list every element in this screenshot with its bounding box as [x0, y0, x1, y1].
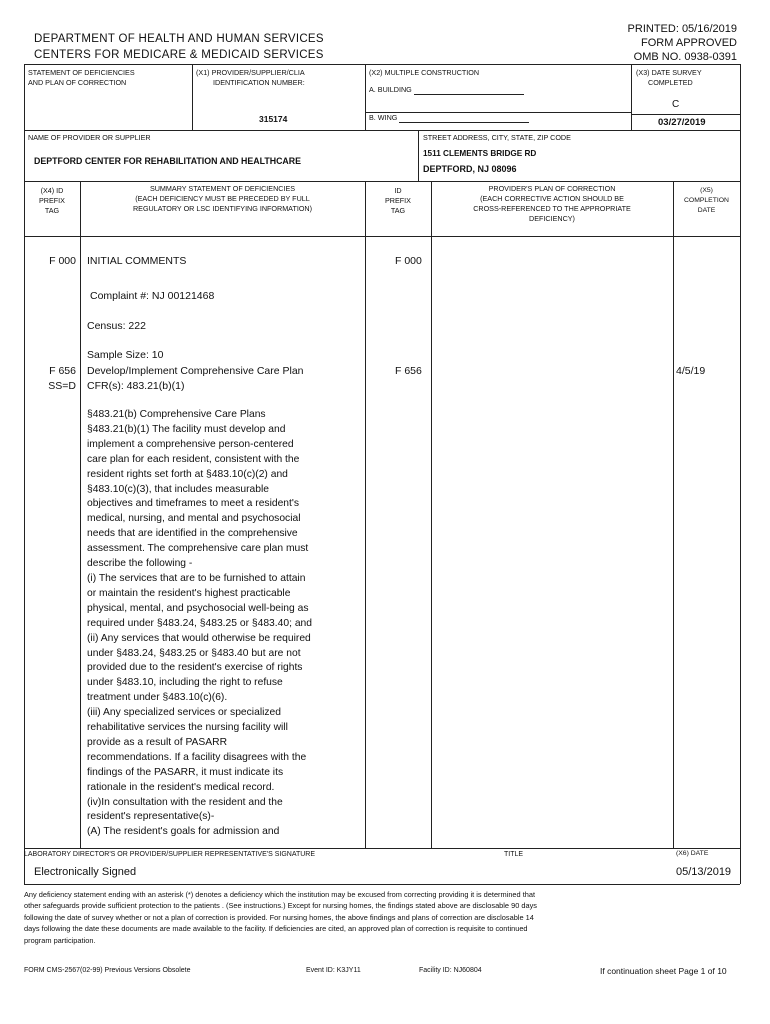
signature-value: Electronically Signed	[34, 866, 137, 878]
x3-label-1: (X3) DATE SURVEY	[636, 68, 702, 77]
form-top-border	[24, 64, 740, 65]
col-summary-divider	[365, 181, 366, 848]
summary-header-1: SUMMARY STATEMENT OF DEFICIENCIES	[149, 184, 296, 193]
disclaimer-line: following the date of survey whether or not a plan of correction is provided. For nursing homes, the above findings and plans of correction are disclosable 14	[24, 912, 534, 922]
survey-completed-date: 03/27/2019	[658, 117, 706, 128]
address-label: STREET ADDRESS, CITY, STATE, ZIP CODE	[423, 133, 571, 142]
x1-label-1: (X1) PROVIDER/SUPPLIER/CLIA	[196, 68, 305, 77]
omb-number: OMB NO. 0938-0391	[633, 51, 737, 63]
row-divider-3	[24, 236, 740, 237]
deficiency-line: medical, nursing, and mental and psychosocial	[87, 513, 301, 525]
deficiency-line: (iv)In consultation with the resident and the	[87, 796, 283, 808]
x4-header-3: TAG	[44, 206, 60, 215]
col-plan-divider	[673, 181, 674, 848]
x3-code: C	[672, 99, 680, 110]
x1-label-2: IDENTIFICATION NUMBER:	[213, 78, 305, 87]
id-header-2: PREFIX	[385, 196, 411, 205]
f656-title: Develop/Implement Comprehensive Care Plan	[87, 365, 304, 377]
plan-header	[431, 184, 673, 224]
deficiency-line: or maintain the resident's highest practicable	[87, 587, 291, 599]
census: Census: 222	[87, 320, 146, 332]
deficiency-line: under §483.10, including the right to refuse	[87, 677, 283, 689]
deficiency-line: objectives and timeframes to meet a resident's	[87, 498, 300, 510]
continuation-page: If continuation sheet Page 1 of 10	[600, 966, 727, 976]
deficiency-line: needs that are identified in the comprehensive	[87, 528, 298, 540]
x5-header-2: COMPLETION	[684, 197, 729, 204]
printed-date: PRINTED: 05/16/2019	[627, 23, 737, 35]
event-id: Event ID: K3JY11	[306, 967, 361, 974]
col-id-divider	[431, 181, 432, 848]
x2-divider	[365, 64, 366, 130]
deficiency-line: (i) The services that are to be furnished to attain	[87, 572, 306, 584]
plan-header-1: PROVIDER'S PLAN OF CORRECTION	[488, 184, 616, 193]
deficiency-line: provided due to the resident's exercise of rights	[87, 662, 303, 674]
plan-header-3: CROSS-REFERENCED TO THE APPROPRIATE	[473, 204, 631, 213]
f000-id-tag: F 000	[395, 255, 422, 267]
deficiency-line: (A) The resident's goals for admission and	[87, 826, 280, 838]
form-number: FORM CMS-2567(02-99) Previous Versions Obsolete	[24, 967, 191, 974]
deficiency-line: rehabilitative services the nursing facility will	[87, 722, 288, 734]
deficiency-line: assessment. The comprehensive care plan must	[87, 543, 309, 555]
plan-header-4: DEFICIENCY)	[529, 214, 575, 223]
deficiency-line: recommendations. If a facility disagrees with the	[87, 751, 307, 763]
facility-id: Facility ID: NJ60804	[419, 967, 482, 974]
x3-inner-line	[631, 114, 740, 115]
id-header	[365, 186, 431, 216]
deficiency-statement	[87, 408, 337, 840]
provider-name-label: NAME OF PROVIDER OR SUPPLIER	[28, 133, 151, 142]
x4-header-1: (X4) ID	[40, 186, 64, 195]
deficiency-line: describe the following -	[87, 558, 193, 570]
disclaimer-line: other safeguards provide sufficient protection to the patients . (See instructions.) Except for nursing homes, the findings stated above are disclosable 90 days	[24, 901, 537, 911]
form-right-border	[740, 64, 741, 884]
deficiency-line: treatment under §483.10(c)(6).	[87, 692, 228, 704]
deficiency-line: (iii) Any specialized services or specialized	[87, 707, 282, 719]
building-text: A. BUILDING	[369, 85, 412, 94]
deficiency-line: §483.10(c)(3), that includes measurable	[87, 483, 270, 495]
signature-date: 05/13/2019	[676, 866, 732, 878]
x3-divider	[631, 64, 632, 130]
deficiency-line: §483.21(b) Comprehensive Care Plans	[87, 409, 266, 420]
building-blank	[414, 86, 524, 95]
statement-label-2: AND PLAN OF CORRECTION	[28, 78, 127, 87]
complaint-number: Complaint #: NJ 00121468	[90, 290, 215, 302]
x2-wing-label	[369, 113, 529, 123]
x1-divider	[192, 64, 193, 130]
sample-size: Sample Size: 10	[87, 349, 164, 361]
x4-header	[24, 186, 80, 216]
form-approved: FORM APPROVED	[641, 37, 737, 49]
x6-date-label: (X6) DATE	[676, 850, 709, 857]
deficiency-line: physical, mental, and psychosocial well-being as	[87, 602, 309, 614]
provider-id-number: 315174	[259, 114, 288, 124]
wing-text: B. WING	[369, 113, 398, 122]
x2-building-label	[369, 85, 524, 95]
statement-label-1: STATEMENT OF DEFICIENCIES	[28, 68, 135, 77]
disclaimer-line: Any deficiency statement ending with an asterisk (*) denotes a deficiency which the institution may be excused from correcting providing it is determined that	[24, 890, 536, 899]
summary-header-2: (EACH DEFICIENCY MUST BE PRECEDED BY FULL	[135, 194, 310, 203]
f000-prefix-tag: F 000	[49, 255, 76, 267]
deficiency-line: resident's representative(s)-	[87, 811, 215, 823]
summary-header	[80, 184, 365, 214]
x5-header-3: DATE	[697, 207, 716, 214]
wing-blank	[399, 114, 529, 123]
deficiency-line: findings of the PASARR, it must indicate its	[87, 766, 284, 778]
street-address: 1511 CLEMENTS BRIDGE RD	[423, 149, 537, 158]
id-header-3: TAG	[390, 206, 406, 215]
disclaimer-text	[24, 889, 664, 946]
x2-label: (X2) MULTIPLE CONSTRUCTION	[369, 68, 480, 77]
title-label: TITLE	[504, 851, 524, 858]
x5-header	[673, 186, 740, 216]
deficiency-line: §483.21(b)(1) The facility must develop and	[87, 423, 286, 435]
address-divider	[418, 130, 419, 181]
f656-completion-date: 4/5/19	[676, 365, 706, 377]
form-bottom-border	[24, 884, 740, 885]
row-divider-4	[24, 848, 740, 849]
city-state-zip: DEPTFORD, NJ 08096	[423, 164, 517, 174]
deficiency-line: rationale in the resident's medical record.	[87, 781, 275, 793]
summary-header-3: REGULATORY OR LSC IDENTIFYING INFORMATION)	[132, 204, 313, 213]
row-divider-1	[24, 130, 740, 131]
x5-header-1: (X5)	[700, 187, 713, 194]
deficiency-line: implement a comprehensive person-centered	[87, 438, 294, 450]
department-title: DEPARTMENT OF HEALTH AND HUMAN SERVICES	[34, 33, 324, 45]
f656-cfr: CFR(s): 483.21(b)(1)	[87, 380, 185, 392]
deficiency-line: resident rights set forth at §483.10(c)(2) and	[87, 468, 288, 480]
disclaimer-line: days following the date these documents are made available to the facility. If deficiencies are cited, an approved plan of correction is requisite to continued	[24, 924, 528, 934]
deficiency-line: under §483.24, §483.25 or §483.40 but are not	[87, 647, 301, 659]
id-header-1: ID	[394, 186, 402, 195]
col-x4-divider	[80, 181, 81, 848]
disclaimer-line: program participation.	[24, 935, 96, 945]
deficiency-line: (ii) Any services that would otherwise be required	[87, 632, 311, 644]
x3-label-2: COMPLETED	[648, 78, 693, 87]
signature-label: LABORATORY DIRECTOR'S OR PROVIDER/SUPPLIER REPRESENTATIVE'S SIGNATURE	[24, 851, 316, 858]
deficiency-line: care plan for each resident, consistent with the	[87, 453, 300, 465]
agency-title: CENTERS FOR MEDICARE & MEDICAID SERVICES	[34, 49, 324, 61]
f000-title: INITIAL COMMENTS	[87, 255, 187, 267]
plan-header-2: (EACH CORRECTIVE ACTION SHOULD BE	[480, 194, 624, 203]
deficiency-line: required under §483.24, §483.25 or §483.40; and	[87, 617, 312, 629]
f656-id-tag: F 656	[395, 365, 422, 377]
provider-name: DEPTFORD CENTER FOR REHABILITATION AND HEALTHCARE	[34, 156, 301, 166]
f656-prefix-tag: F 656	[49, 365, 76, 377]
deficiency-line: provide as a result of PASARR	[87, 736, 228, 748]
x4-header-2: PREFIX	[39, 196, 65, 205]
row-divider-2	[24, 181, 740, 182]
f656-scope-severity: SS=D	[48, 380, 76, 392]
